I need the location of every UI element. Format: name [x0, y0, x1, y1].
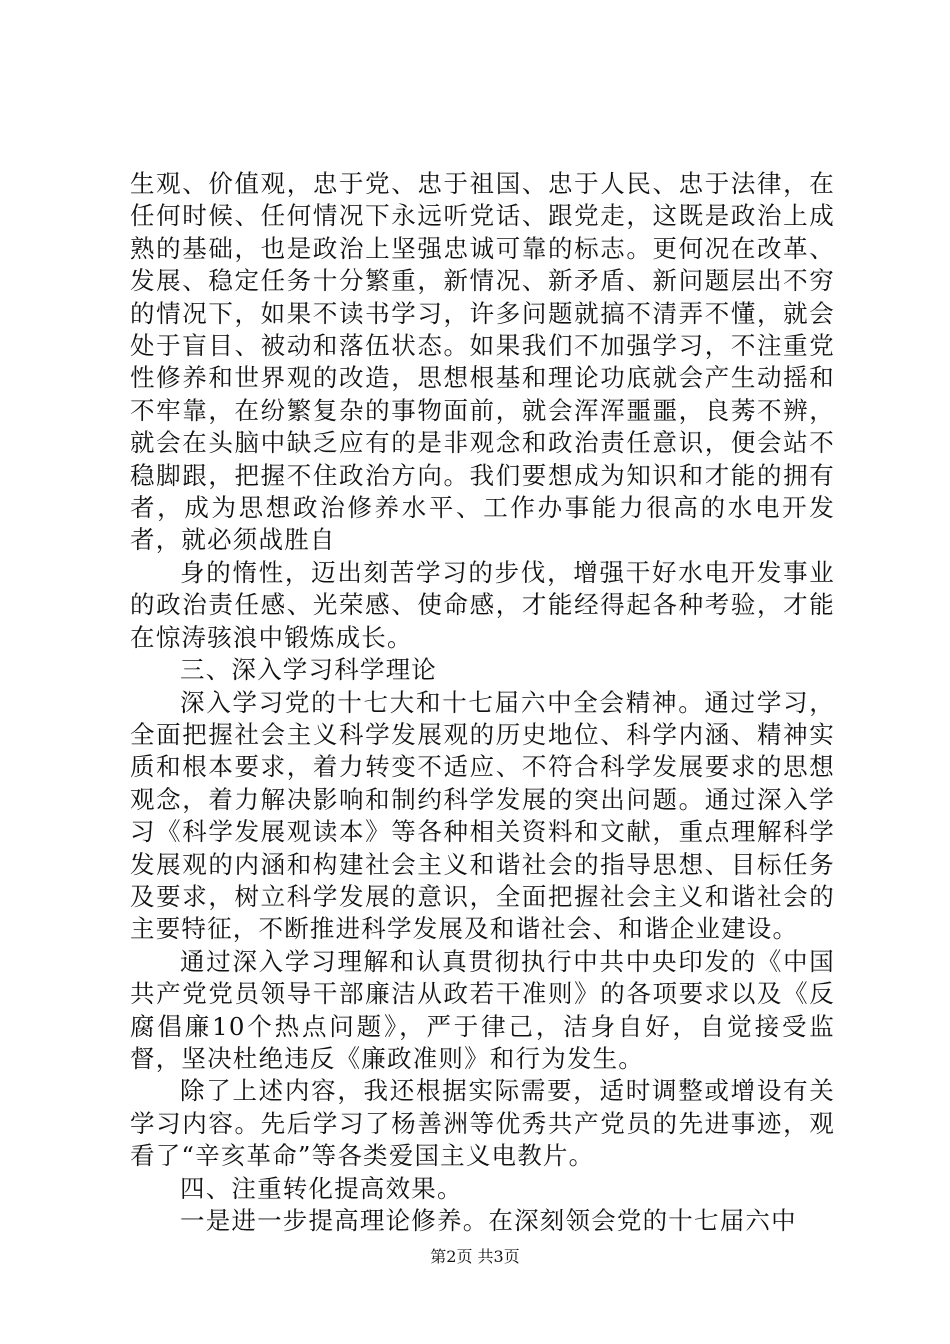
page-number-footer: 第2页 共3页: [430, 1247, 520, 1266]
document-body: [130, 168, 835, 1237]
section-heading-3: 三、深入学习科学理论: [180, 655, 437, 685]
paragraph-study-theory: 深入学习党的十七大和十七届六中全会精神。通过学习，全面把握社会主义科学发展观的历史地位、科学内涵、精神实质和根本要求，着力转变不适应、不符合科学发展要求的思想观念，着力解决影响和制约科学发展的突出问题。通过深入学习《科学发展观读本》等各种相关资料和文献，重点理解科学发展观的内涵和构建社会主义和谐社会的指导思想、目标任务及要求，树立科学发展的意识，全面把握社会主义和谐社会的主要特征，不断推进科学发展及和谐社会、和谐企业建设。: [130, 687, 835, 944]
section-heading-4: 四、注重转化提高效果。: [180, 1173, 463, 1203]
paragraph-integrity-rules: 通过深入学习理解和认真贯彻执行中共中央印发的《中国共产党党员领导干部廉洁从政若干准则》的各项要求以及《反腐倡廉10个热点问题》，严于律己，洁身自好，自觉接受监督，坚决杜绝违反《廉政准则》和行为发生。: [130, 946, 835, 1073]
paragraph-additional-study: 除了上述内容，我还根据实际需要，适时调整或增设有关学习内容。先后学习了杨善洲等优秀共产党员的先进事迹，观看了“辛亥革命”等各类爱国主义电教片。: [130, 1076, 835, 1171]
paragraph-continuation-2: 身的惰性，迈出刻苦学习的步伐，增强干好水电开发事业的政治责任感、光荣感、使命感，才能经得起各种考验，才能在惊涛骇浪中锻炼成长。: [130, 557, 835, 652]
paragraph-theory-cultivation: 一是进一步提高理论修养。在深刻领会党的十七届六中: [180, 1206, 797, 1235]
paragraph-continuation: 生观、价值观，忠于党、忠于祖国、忠于人民、忠于法律，在任何时候、任何情况下永远听党话、跟党走，这既是政治上成熟的基础，也是政治上坚强忠诚可靠的标志。更何况在改革、发展、稳定任务十分繁重，新情况、新矛盾、新问题层出不穷的情况下，如果不读书学习，许多问题就搞不清弄不懂，就会处于盲目、被动和落伍状态。如果我们不加强学习，不注重党性修养和世界观的改造，思想根基和理论功底就会产生动摇和不牢靠，在纷繁复杂的事物面前，就会浑浑噩噩，良莠不辨，就会在头脑中缺乏应有的是非观念和政治责任意识，便会站不稳脚跟，把握不住政治方向。我们要想成为知识和才能的拥有者，成为思想政治修养水平、工作办事能力很高的水电开发者，就必须战胜自: [130, 169, 835, 555]
